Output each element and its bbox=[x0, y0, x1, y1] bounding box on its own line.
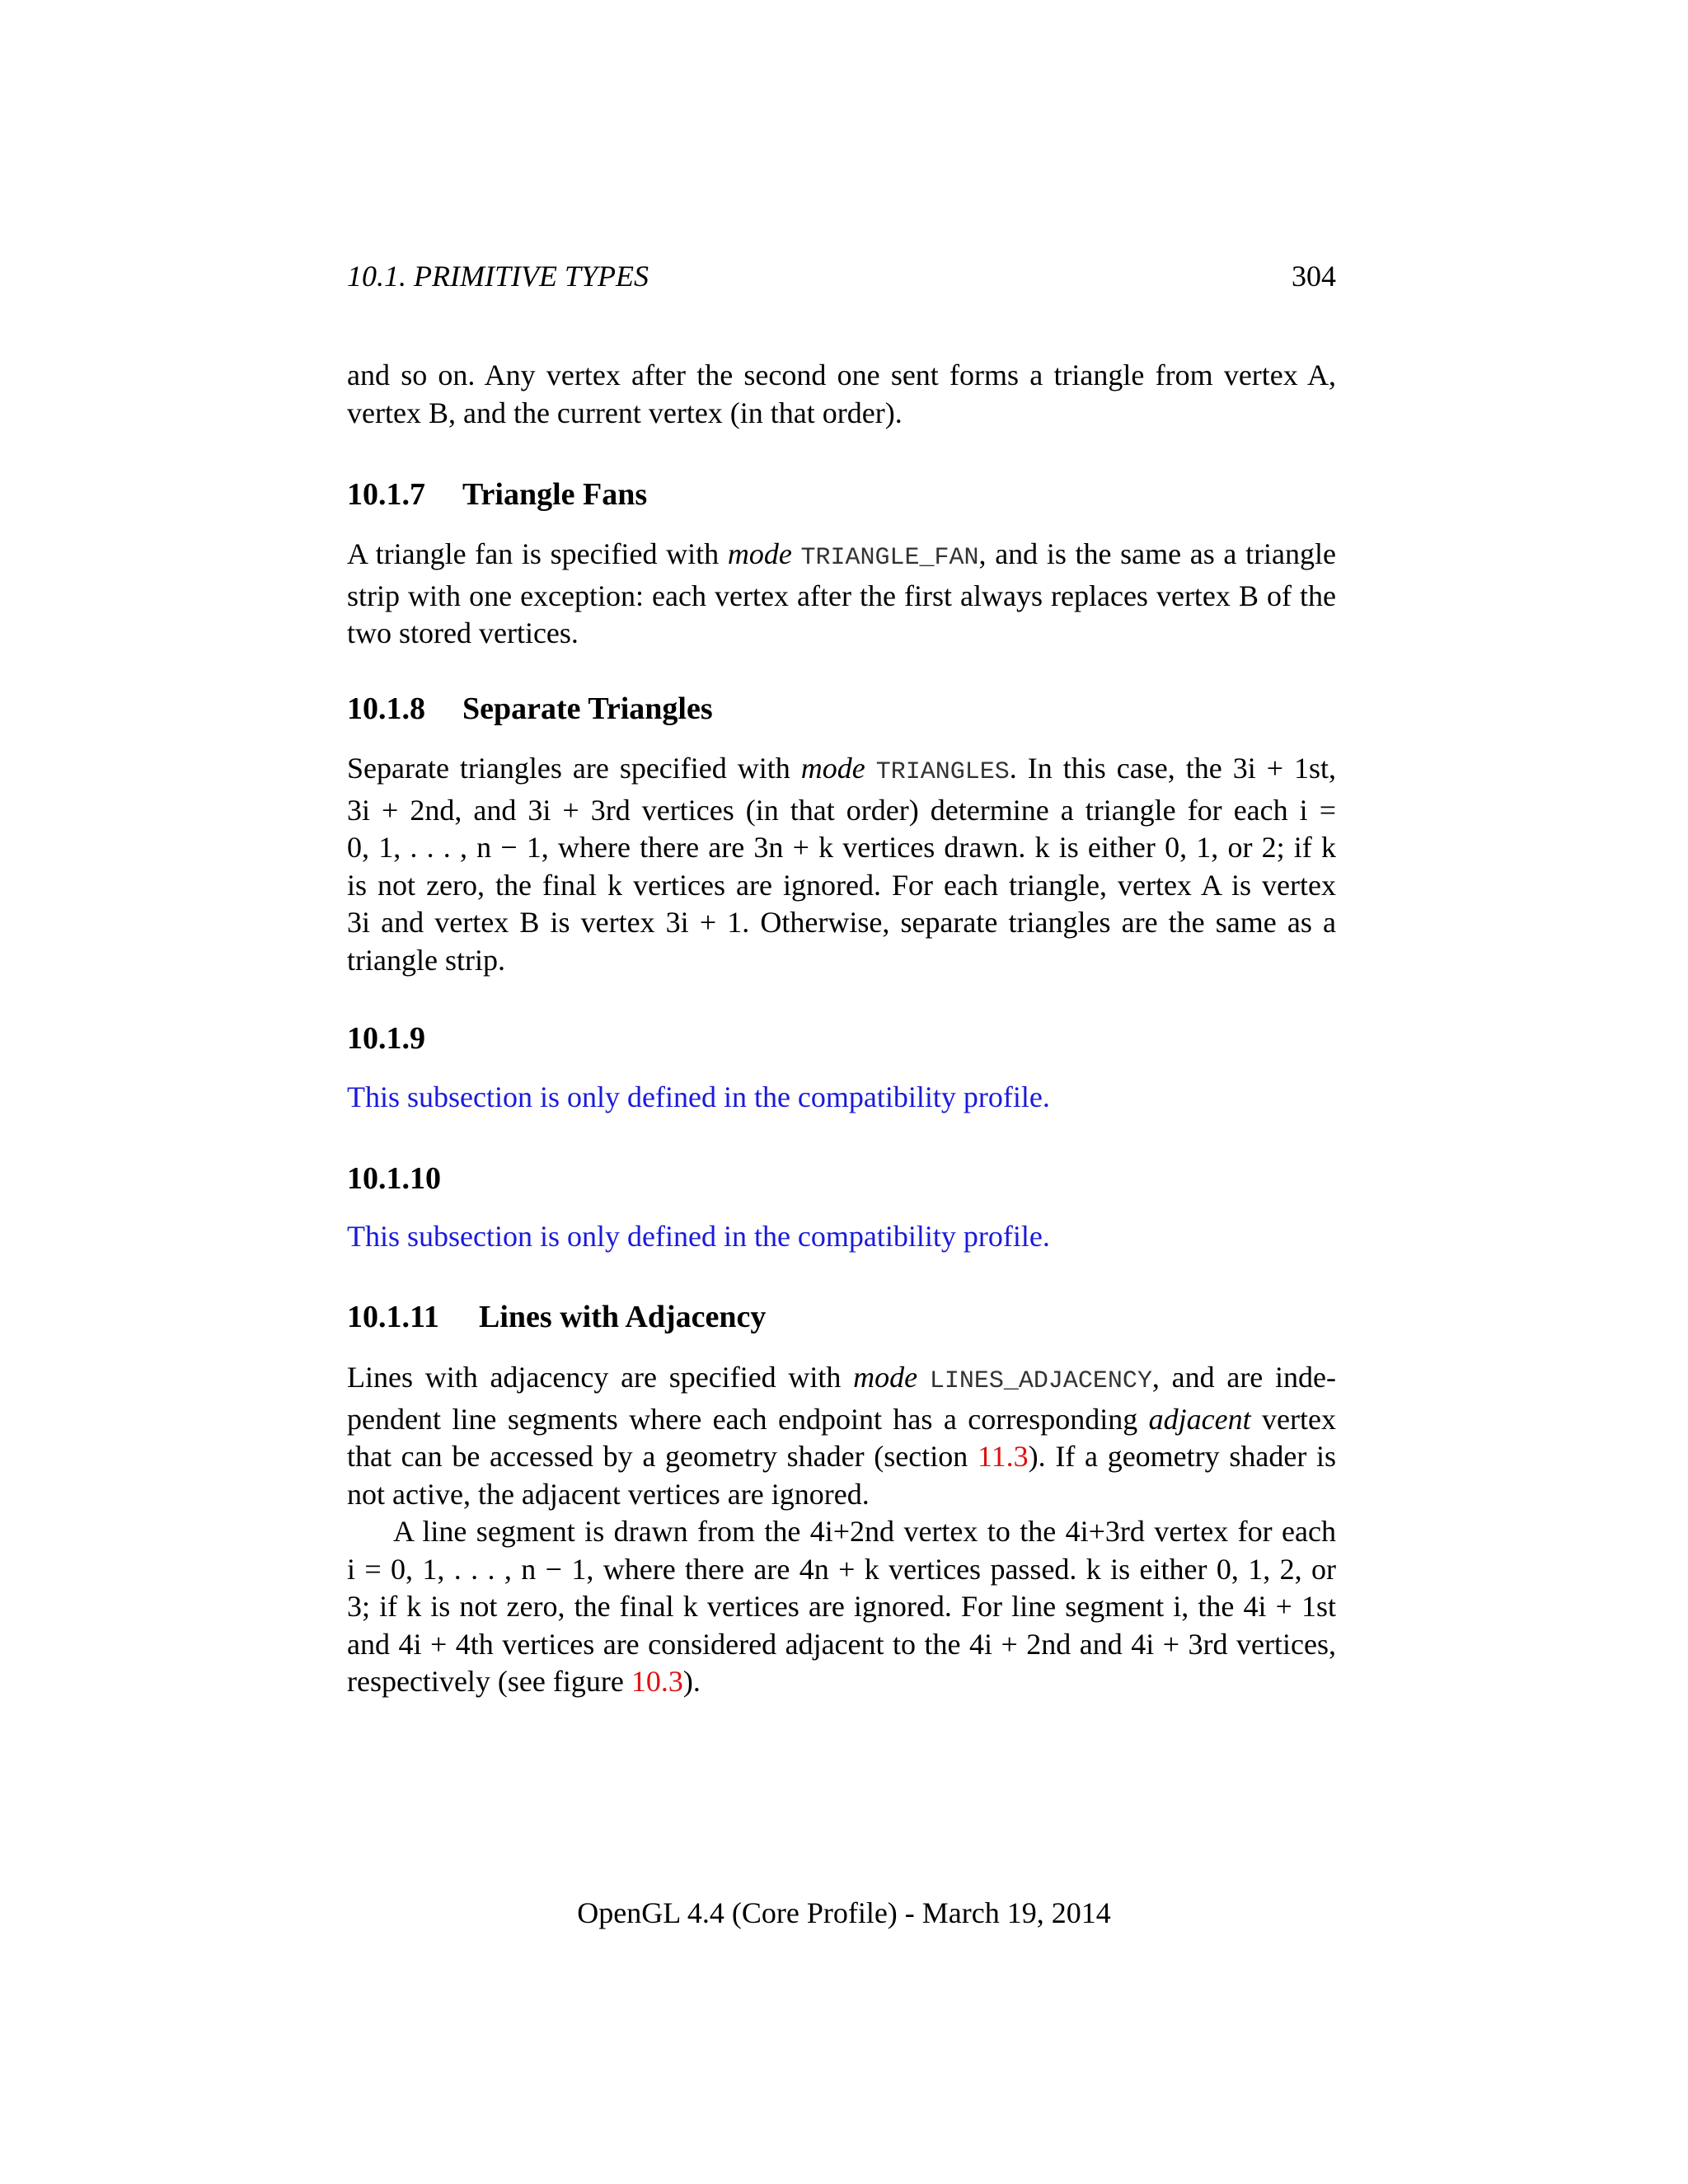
code-token: LINES_ADJACENCY bbox=[929, 1367, 1152, 1395]
section-heading-10-1-11 bbox=[347, 1299, 766, 1335]
running-header bbox=[347, 259, 1336, 300]
text-line: and so on. Any vertex after the second one sent forms a triangle from vertex A, bbox=[347, 359, 1336, 391]
separate-triangles-paragraph bbox=[347, 750, 1336, 979]
text-line: and 4i + 4th vertices are considered adjacent to the 4i + 2nd and 4i + 3rd vertices, bbox=[347, 1627, 1336, 1661]
section-heading-10-1-9 bbox=[347, 1020, 425, 1057]
code-token: TRIANGLE_FAN bbox=[800, 544, 979, 572]
text-line: two stored vertices. bbox=[347, 616, 579, 649]
compatibility-note: This subsection is only defined in the compatibility profile. bbox=[347, 1080, 1050, 1113]
section-heading-10-1-8 bbox=[347, 691, 713, 727]
text-line: 3; if k is not zero, the final k vertices are ignored. For line segment i, the 4i + 1st bbox=[347, 1590, 1336, 1623]
text-line: i = 0, 1, . . . , n − 1, where there are 4n + k vertices passed. k is either 0, 1, 2, or bbox=[347, 1552, 1336, 1586]
text-line: Lines with adjacency are specified with mode LINES_ADJACENCY, and are inde- bbox=[347, 1361, 1336, 1395]
code-token: TRIANGLES bbox=[875, 758, 1010, 786]
section-number: 10.1.9 bbox=[347, 1021, 425, 1056]
section-heading-10-1-7 bbox=[347, 476, 647, 513]
triangle-fans-paragraph bbox=[347, 536, 1336, 653]
section-title: Triangle Fans bbox=[462, 477, 648, 512]
section-number: 10.1.11 bbox=[347, 1300, 439, 1334]
section-heading-10-1-10 bbox=[347, 1160, 441, 1197]
text-line: is not zero, the final k vertices are ignored. For each triangle, vertex A is vertex bbox=[347, 868, 1336, 902]
section-number: 10.1.7 bbox=[347, 477, 425, 512]
text-line: strip with one exception: each vertex after the first always replaces vertex B of the bbox=[347, 579, 1336, 612]
page-number: 304 bbox=[1292, 260, 1336, 293]
text-line: A triangle fan is specified with mode TRIANGLE_FAN, and is the same as a triangle bbox=[347, 537, 1337, 572]
compatibility-note: This subsection is only defined in the compatibility profile. bbox=[347, 1220, 1050, 1253]
intro-paragraph bbox=[347, 357, 1336, 432]
section-10-1-9-note bbox=[347, 1079, 1336, 1117]
page-footer: OpenGL 4.4 (Core Profile) - March 19, 2014 bbox=[577, 1896, 1111, 1929]
section-link[interactable]: 11.3 bbox=[977, 1440, 1029, 1473]
text-line: A line segment is drawn from the 4i+2nd vertex to the 4i+3rd vertex for each bbox=[393, 1515, 1336, 1548]
lines-adjacency-paragraph bbox=[347, 1359, 1336, 1701]
section-number: 10.1.10 bbox=[347, 1161, 441, 1196]
text-line: vertex B, and the current vertex (in that order). bbox=[347, 396, 903, 429]
text-line: triangle strip. bbox=[347, 943, 505, 977]
text-line: respectively (see figure 10.3). bbox=[347, 1665, 701, 1698]
text-line: 0, 1, . . . , n − 1, where there are 3n + k vertices drawn. k is either 0, 1, or 2; if k bbox=[347, 831, 1336, 864]
running-header-title: 10.1. PRIMITIVE TYPES bbox=[347, 260, 649, 293]
text-line: Separate triangles are specified with mode TRIANGLES. In this case, the 3i + 1st, bbox=[347, 752, 1337, 786]
section-title: Separate Triangles bbox=[462, 691, 713, 726]
text-line: 3i and vertex B is vertex 3i + 1. Otherwise, separate triangles are the same as a bbox=[347, 906, 1336, 939]
figure-link[interactable]: 10.3 bbox=[631, 1665, 683, 1698]
section-number: 10.1.8 bbox=[347, 691, 425, 726]
section-title: Lines with Adjacency bbox=[479, 1300, 767, 1334]
text-line: 3i + 2nd, and 3i + 3rd vertices (in that order) determine a triangle for each i = bbox=[347, 793, 1336, 827]
section-10-1-10-note bbox=[347, 1218, 1336, 1256]
text-line: pendent line segments where each endpoint has a corresponding adjacent vertex bbox=[347, 1402, 1336, 1436]
text-line: not active, the adjacent vertices are ignored. bbox=[347, 1477, 870, 1511]
text-line: that can be accessed by a geometry shader (section 11.3). If a geometry shader is bbox=[347, 1440, 1337, 1473]
